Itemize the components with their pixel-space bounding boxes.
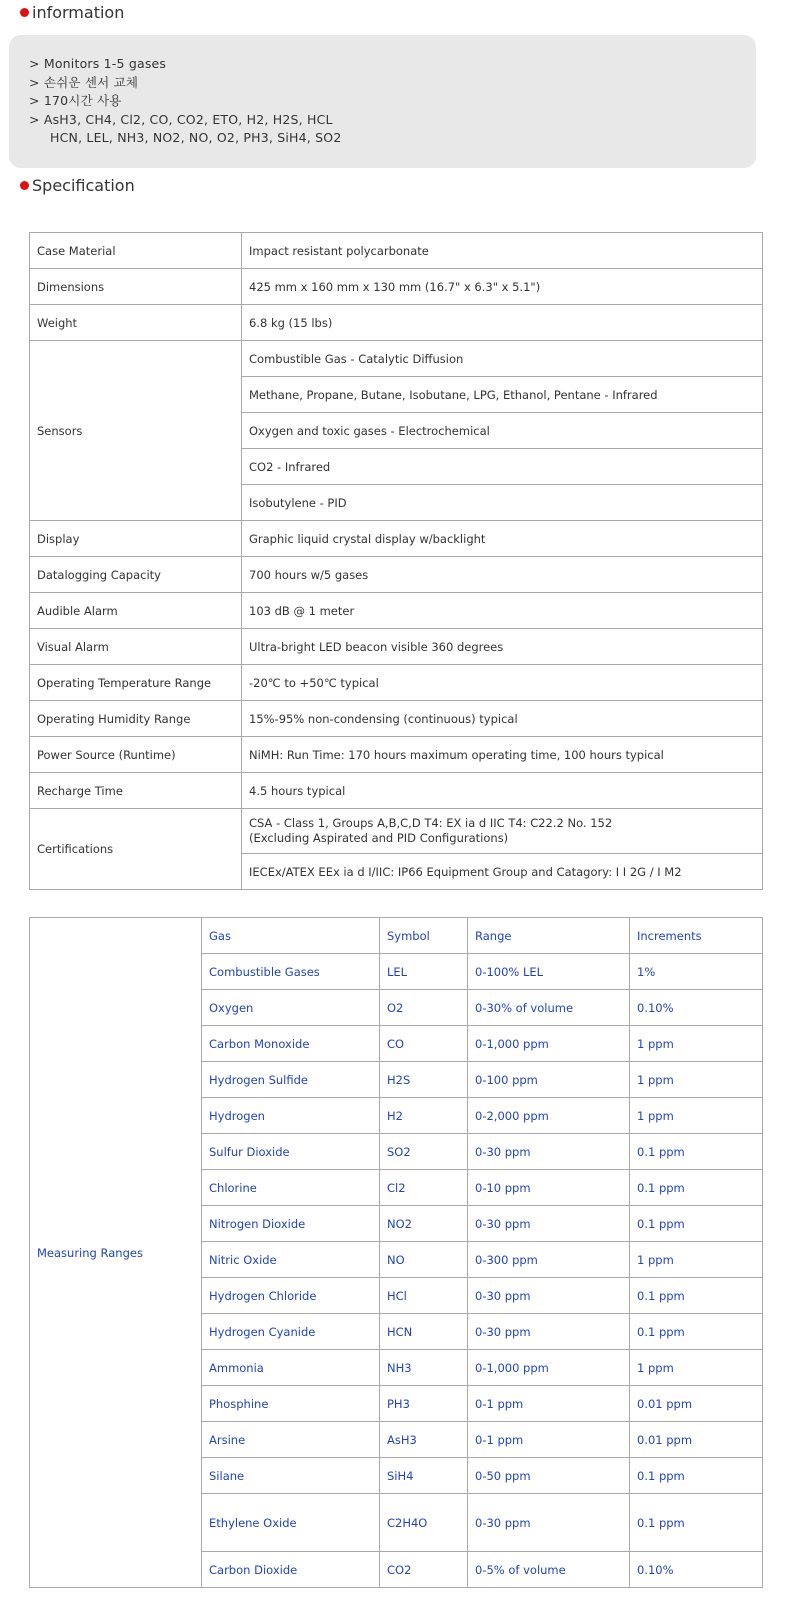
gas-increment: 0.01 ppm xyxy=(630,1386,763,1422)
gas-range: 0-30 ppm xyxy=(468,1494,630,1552)
gas-range: 0-1,000 ppm xyxy=(468,1026,630,1062)
gas-range: 0-2,000 ppm xyxy=(468,1098,630,1134)
gas-name: Ethylene Oxide xyxy=(202,1494,380,1552)
gas-symbol: NO2 xyxy=(380,1206,468,1242)
gas-name: Nitric Oxide xyxy=(202,1242,380,1278)
spec-value: Methane, Propane, Butane, Isobutane, LPG, Ethanol, Pentane - Infrared xyxy=(242,377,763,413)
gas-symbol: AsH3 xyxy=(380,1422,468,1458)
gas-name: Carbon Dioxide xyxy=(202,1552,380,1588)
gas-name: Arsine xyxy=(202,1422,380,1458)
measuring-ranges-table xyxy=(29,917,763,1588)
spec-value: 425 mm x 160 mm x 130 mm (16.7" x 6.3" x 5.1") xyxy=(242,269,763,305)
gas-range: 0-1,000 ppm xyxy=(468,1350,630,1386)
spec-label: Case Material xyxy=(30,233,242,269)
gas-range: 0-50 ppm xyxy=(468,1458,630,1494)
table-row xyxy=(30,737,763,773)
table-row xyxy=(30,233,763,269)
gas-range: 0-100 ppm xyxy=(468,1062,630,1098)
table-row xyxy=(30,557,763,593)
gas-name: Oxygen xyxy=(202,990,380,1026)
red-bullet-icon xyxy=(20,181,29,190)
gas-increment: 0.01 ppm xyxy=(630,1422,763,1458)
table-row xyxy=(30,629,763,665)
spec-value: 15%-95% non-condensing (continuous) typical xyxy=(242,701,763,737)
gas-range: 0-100% LEL xyxy=(468,954,630,990)
gas-name: Nitrogen Dioxide xyxy=(202,1206,380,1242)
spec-value: 6.8 kg (15 lbs) xyxy=(242,305,763,341)
gas-symbol: O2 xyxy=(380,990,468,1026)
spec-label: Visual Alarm xyxy=(30,629,242,665)
gas-symbol: HCN xyxy=(380,1314,468,1350)
gas-name: Sulfur Dioxide xyxy=(202,1134,380,1170)
gas-range: 0-30% of volume xyxy=(468,990,630,1026)
gas-increment: 1 ppm xyxy=(630,1098,763,1134)
gas-name: Silane xyxy=(202,1458,380,1494)
specification-title: Specification xyxy=(32,176,135,195)
spec-value: Graphic liquid crystal display w/backlight xyxy=(242,521,763,557)
spec-label: Weight xyxy=(30,305,242,341)
gas-name: Phosphine xyxy=(202,1386,380,1422)
spec-value: 700 hours w/5 gases xyxy=(242,557,763,593)
spec-value xyxy=(242,809,763,854)
spec-value: Oxygen and toxic gases - Electrochemical xyxy=(242,413,763,449)
spec-value: CO2 - Infrared xyxy=(242,449,763,485)
gas-range: 0-30 ppm xyxy=(468,1134,630,1170)
gas-name: Combustible Gases xyxy=(202,954,380,990)
gas-symbol: CO xyxy=(380,1026,468,1062)
gas-range: 0-5% of volume xyxy=(468,1552,630,1588)
spec-value: -20℃ to +50℃ typical xyxy=(242,665,763,701)
gas-symbol: NH3 xyxy=(380,1350,468,1386)
specification-heading xyxy=(20,176,135,195)
table-header-row xyxy=(30,918,763,954)
red-bullet-icon xyxy=(20,8,29,17)
information-list xyxy=(29,55,341,148)
spec-label: Audible Alarm xyxy=(30,593,242,629)
spec-value: Impact resistant polycarbonate xyxy=(242,233,763,269)
column-header: Increments xyxy=(630,918,763,954)
gas-increment: 0.1 ppm xyxy=(630,1134,763,1170)
gas-increment: 1% xyxy=(630,954,763,990)
gas-increment: 1 ppm xyxy=(630,1242,763,1278)
spec-label: Certifications xyxy=(30,809,242,890)
gas-symbol: H2 xyxy=(380,1098,468,1134)
gas-increment: 0.1 ppm xyxy=(630,1170,763,1206)
spec-label: Operating Temperature Range xyxy=(30,665,242,701)
measuring-ranges-label: Measuring Ranges xyxy=(30,918,202,1588)
table-row xyxy=(30,305,763,341)
table-row xyxy=(30,773,763,809)
gas-range: 0-1 ppm xyxy=(468,1422,630,1458)
gas-increment: 1 ppm xyxy=(630,1062,763,1098)
spec-label: Datalogging Capacity xyxy=(30,557,242,593)
certification-line: (Excluding Aspirated and PID Configurations) xyxy=(249,831,509,845)
gas-range: 0-10 ppm xyxy=(468,1170,630,1206)
spec-label: Display xyxy=(30,521,242,557)
gas-symbol: H2S xyxy=(380,1062,468,1098)
gas-symbol: SO2 xyxy=(380,1134,468,1170)
gas-symbol: LEL xyxy=(380,954,468,990)
gas-name: Hydrogen Cyanide xyxy=(202,1314,380,1350)
spec-label: Sensors xyxy=(30,341,242,521)
spec-value: 103 dB @ 1 meter xyxy=(242,593,763,629)
table-row xyxy=(30,593,763,629)
spec-value: Ultra-bright LED beacon visible 360 degrees xyxy=(242,629,763,665)
gas-name: Ammonia xyxy=(202,1350,380,1386)
spec-label: Dimensions xyxy=(30,269,242,305)
table-row xyxy=(30,809,763,854)
gas-symbol: PH3 xyxy=(380,1386,468,1422)
gas-name: Hydrogen xyxy=(202,1098,380,1134)
information-heading xyxy=(20,3,124,22)
gas-symbol: HCl xyxy=(380,1278,468,1314)
spec-label: Recharge Time xyxy=(30,773,242,809)
gas-increment: 0.10% xyxy=(630,1552,763,1588)
certification-line: CSA - Class 1, Groups A,B,C,D T4: EX ia d IIC T4: C22.2 No. 152 xyxy=(249,816,613,830)
information-box xyxy=(9,35,756,168)
gas-increment: 1 ppm xyxy=(630,1026,763,1062)
gas-symbol: C2H4O xyxy=(380,1494,468,1552)
gas-symbol: Cl2 xyxy=(380,1170,468,1206)
table-row xyxy=(30,701,763,737)
information-line: HCN, LEL, NH3, NO2, NO, O2, PH3, SiH4, SO2 xyxy=(50,130,342,145)
information-line: > 170시간 사용 xyxy=(29,93,122,108)
information-line: > 손쉬운 센서 교체 xyxy=(29,74,139,90)
information-line: > AsH3, CH4, Cl2, CO, CO2, ETO, H2, H2S, HCL xyxy=(29,111,333,127)
table-row xyxy=(30,269,763,305)
gas-increment: 1 ppm xyxy=(630,1350,763,1386)
gas-name: Carbon Monoxide xyxy=(202,1026,380,1062)
gas-increment: 0.10% xyxy=(630,990,763,1026)
gas-range: 0-30 ppm xyxy=(468,1314,630,1350)
gas-increment: 0.1 ppm xyxy=(630,1494,763,1552)
spec-value: 4.5 hours typical xyxy=(242,773,763,809)
gas-name: Hydrogen Chloride xyxy=(202,1278,380,1314)
gas-increment: 0.1 ppm xyxy=(630,1458,763,1494)
table-row xyxy=(30,665,763,701)
spec-value: Isobutylene - PID xyxy=(242,485,763,521)
gas-range: 0-1 ppm xyxy=(468,1386,630,1422)
information-title: information xyxy=(32,3,125,22)
gas-increment: 0.1 ppm xyxy=(630,1206,763,1242)
gas-increment: 0.1 ppm xyxy=(630,1314,763,1350)
table-row xyxy=(30,521,763,557)
spec-value: NiMH: Run Time: 170 hours maximum operating time, 100 hours typical xyxy=(242,737,763,773)
column-header: Gas xyxy=(202,918,380,954)
gas-range: 0-300 ppm xyxy=(468,1242,630,1278)
gas-name: Hydrogen Sulfide xyxy=(202,1062,380,1098)
gas-symbol: SiH4 xyxy=(380,1458,468,1494)
specification-table xyxy=(29,232,763,890)
gas-symbol: NO xyxy=(380,1242,468,1278)
spec-value: IECEx/ATEX EEx ia d I/IIC: IP66 Equipment Group and Catagory: I I 2G / I M2 xyxy=(242,854,763,890)
gas-range: 0-30 ppm xyxy=(468,1206,630,1242)
gas-symbol: CO2 xyxy=(380,1552,468,1588)
column-header: Range xyxy=(468,918,630,954)
column-header: Symbol xyxy=(380,918,468,954)
spec-label: Operating Humidity Range xyxy=(30,701,242,737)
information-line: > Monitors 1-5 gases xyxy=(29,56,167,71)
spec-value: Combustible Gas - Catalytic Diffusion xyxy=(242,341,763,377)
table-row xyxy=(30,341,763,377)
gas-range: 0-30 ppm xyxy=(468,1278,630,1314)
spec-label: Power Source (Runtime) xyxy=(30,737,242,773)
gas-increment: 0.1 ppm xyxy=(630,1278,763,1314)
gas-name: Chlorine xyxy=(202,1170,380,1206)
